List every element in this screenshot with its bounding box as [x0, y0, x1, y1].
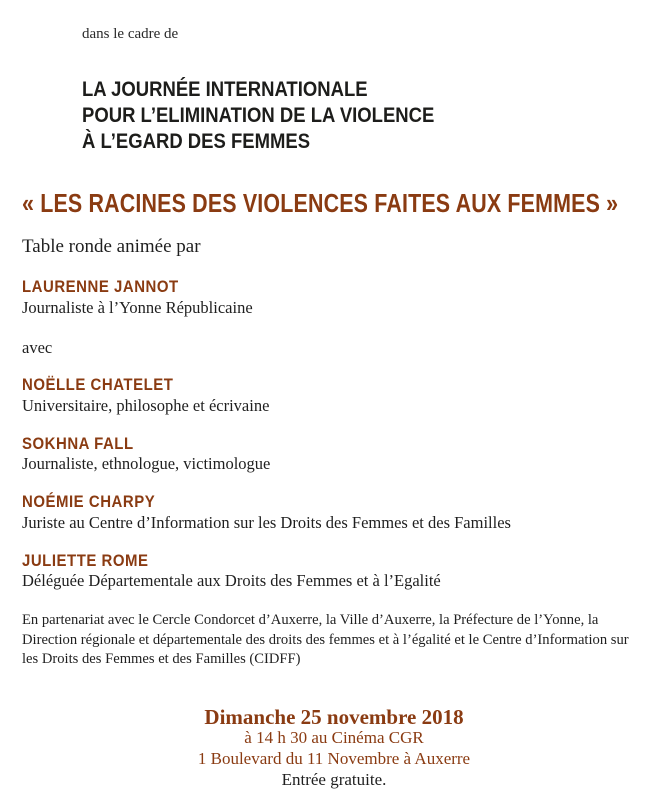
speaker-name: JULIETTE ROME: [22, 551, 149, 570]
event-title: [82, 76, 434, 154]
roundtable-intro: Table ronde animée par: [22, 236, 201, 257]
moderator-role: Journaliste à l’Yonne Républicaine: [22, 298, 253, 317]
moderator-name: LAURENNE JANNOT: [22, 277, 179, 296]
speaker-name: SOKHNA FALL: [22, 434, 134, 453]
speaker-name: NOÉMIE CHARPY: [22, 492, 156, 511]
speaker-name: NOËLLE CHATELET: [22, 375, 174, 394]
with-label: avec: [22, 338, 53, 357]
speaker-role: Journaliste, ethnologue, victimologue: [22, 454, 271, 473]
event-address: 1 Boulevard du 11 Novembre à Auxerre: [197, 749, 471, 768]
event-title-line-3: À L’EGARD DES FEMMES: [82, 129, 311, 153]
event-title-line-2: POUR L’ELIMINATION DE LA VIOLENCE: [82, 103, 435, 127]
context-intro: dans le cadre de: [82, 26, 179, 42]
partnership-note: En partenariat avec le Cercle Condorcet d’Auxerre, la Ville d’Auxerre, la Préfecture de l’Yonne, la Direction régionale et départementale des droits des femmes et à l’égalité et le Centre d’Information sur les Droits des Femmes et des Familles (CIDFF): [22, 612, 629, 667]
speaker-role: Universitaire, philosophe et écrivaine: [22, 396, 270, 415]
event-date: Dimanche 25 novembre 2018: [204, 705, 464, 729]
roundtable-theme: « LES RACINES DES VIOLENCES FAITES AUX FEMMES »: [22, 190, 619, 218]
event-title-line-1: LA JOURNÉE INTERNATIONALE: [82, 77, 368, 101]
event-time-venue: à 14 h 30 au Cinéma CGR: [244, 728, 424, 747]
speaker-role: Déléguée Départementale aux Droits des Femmes et à l’Egalité: [22, 571, 441, 590]
speaker-role: Juriste au Centre d’Information sur les Droits des Femmes et des Familles: [22, 513, 511, 532]
admission-note: Entrée gratuite.: [281, 770, 387, 789]
